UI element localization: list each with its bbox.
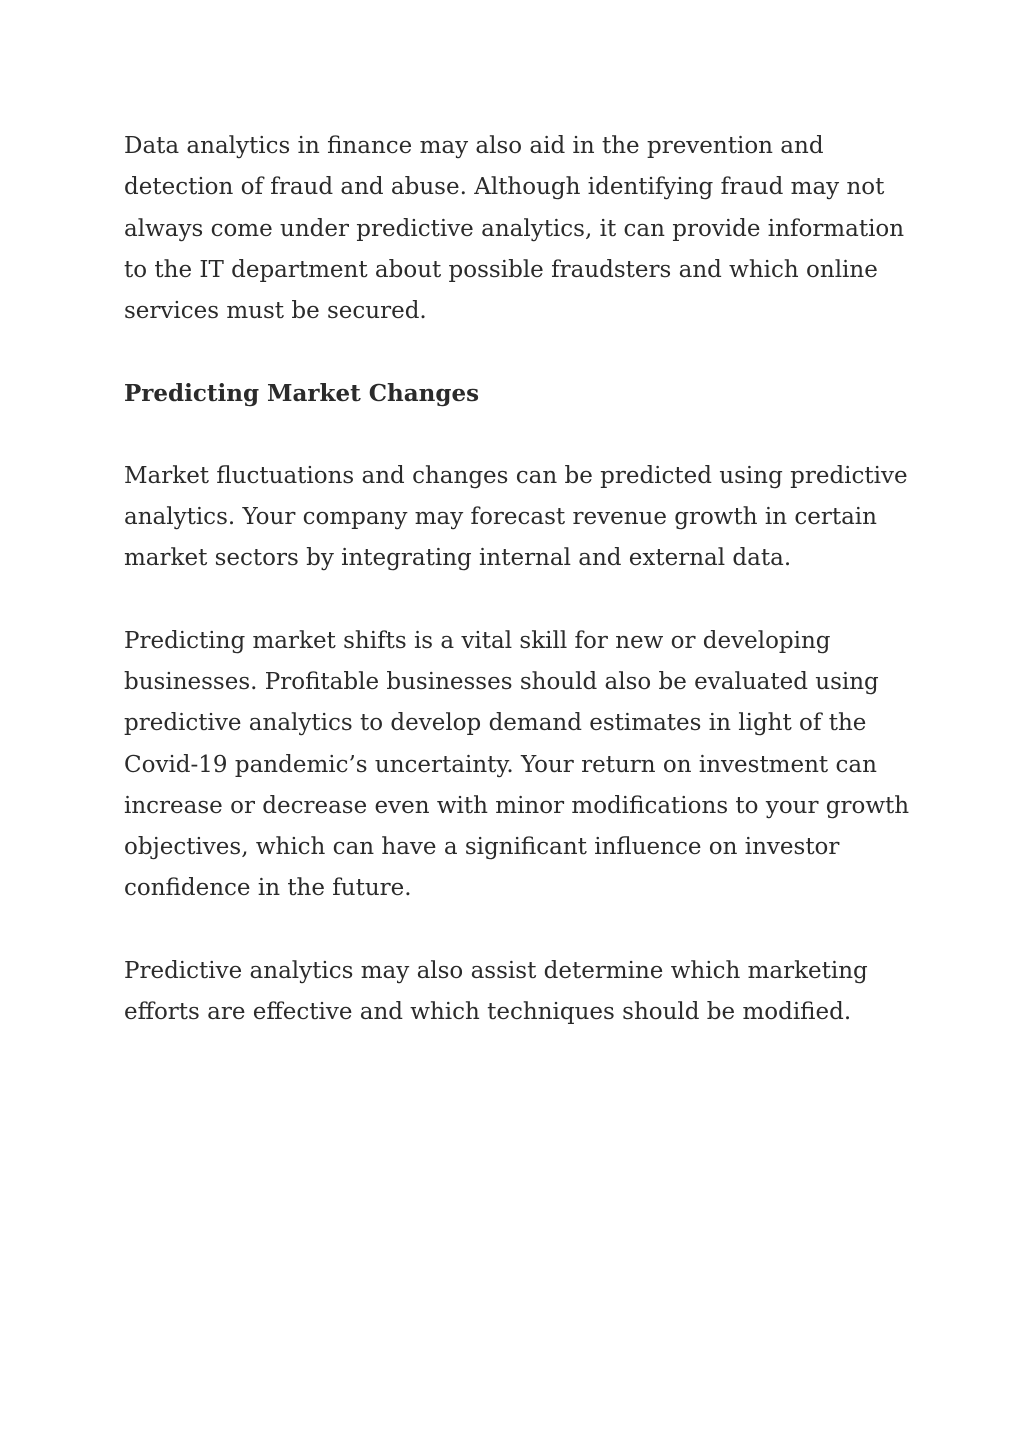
document-page	[124, 126, 910, 1074]
text-line: Predicting market shifts is a vital skill for new or developing	[124, 627, 831, 654]
paragraph-market-fluctuations	[124, 456, 908, 580]
text-line: increase or decrease even with minor modifications to your growth	[124, 792, 910, 819]
text-line: Data analytics in finance may also aid in the prevention and	[124, 133, 824, 159]
paragraph-fraud-detection	[124, 126, 905, 332]
text-line: always come under predictive analytics, it can provide information	[124, 215, 905, 242]
text-line: analytics. Your company may forecast revenue growth in certain	[124, 504, 877, 531]
text-line: Market fluctuations and changes can be predicted using predictive	[124, 462, 908, 489]
text-line: efforts are effective and which techniques should be modified.	[124, 999, 852, 1026]
text-line: confidence in the future.	[124, 875, 412, 902]
text-line: Predictive analytics may also assist determine which marketing	[124, 957, 868, 984]
text-line: predictive analytics to develop demand estimates in light of the	[124, 710, 867, 737]
paragraph-marketing-efforts	[124, 951, 894, 1034]
text-line: businesses. Profitable businesses should also be evaluated using	[124, 668, 879, 695]
text-line: services must be secured.	[124, 298, 427, 325]
text-line: objectives, which can have a significant influence on investor	[124, 834, 840, 861]
text-line: detection of fraud and abuse. Although identifying fraud may not	[124, 174, 885, 201]
paragraph-market-shifts	[124, 621, 910, 910]
text-line: Covid-19 pandemic’s uncertainty. Your return on investment can	[124, 751, 877, 778]
section-heading: Predicting Market Changes	[124, 380, 480, 408]
text-line: market sectors by integrating internal and external data.	[124, 545, 792, 572]
text-line: to the IT department about possible fraudsters and which online	[124, 256, 878, 283]
